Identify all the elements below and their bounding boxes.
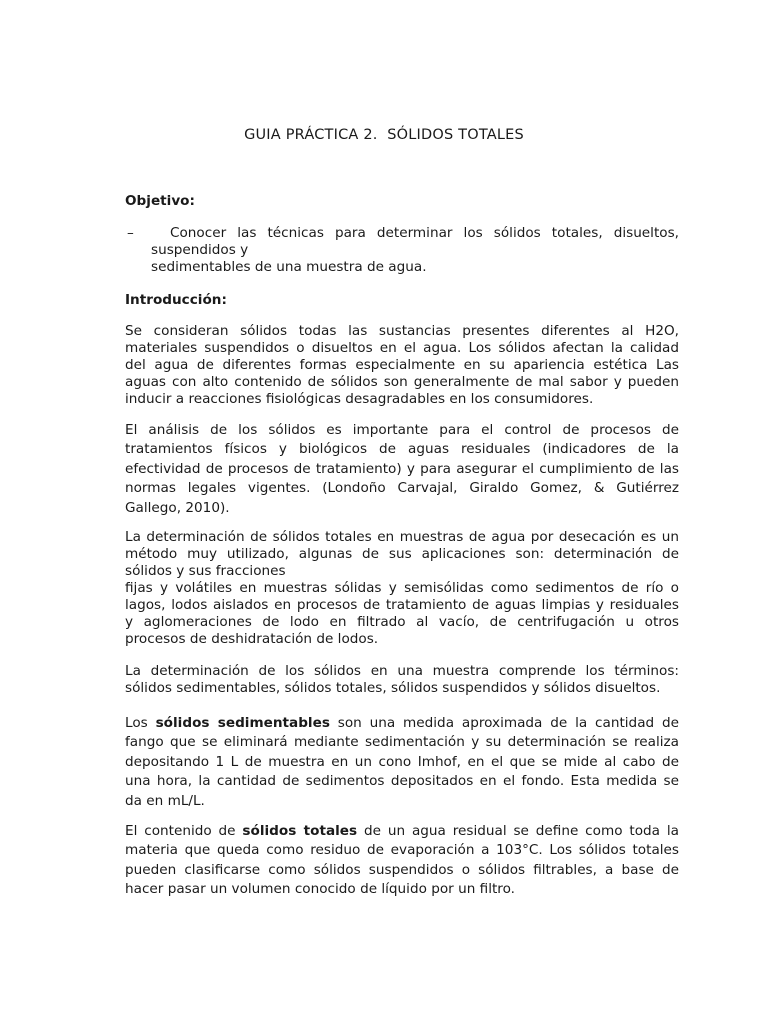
p4-line: La determinación de los sólidos en una muestra comprende los términos: <box>125 663 679 679</box>
p6-line1-rest: de un agua residual se define como toda la <box>363 823 679 839</box>
paragraph-1 <box>125 323 679 408</box>
p5-line: fango que se eliminará mediante sedimentación y su determinación se realiza <box>125 734 679 751</box>
p2-line: El análisis de los sólidos es importante para el control de procesos de <box>125 422 679 438</box>
p5-line: da en mL/L. <box>125 792 205 809</box>
objetivo-line-1: Conocer las técnicas para determinar los sólidos totales, disueltos, <box>170 225 679 241</box>
title-part-a: GUIA PRÁCTICA 2. <box>244 127 378 143</box>
p5-line: depositando 1 L de muestra en un cono Imhof, en el que se mide al cabo de <box>125 753 679 770</box>
p6-line <box>125 822 679 841</box>
p3-line: lagos, lodos aislados en procesos de tratamiento de aguas limpias y residuales <box>125 597 679 613</box>
p3-line: sólidos y sus fracciones <box>125 563 286 579</box>
p4-line: sólidos sedimentables, sólidos totales, sólidos suspendidos y sólidos disueltos. <box>125 680 661 696</box>
p1-line: aguas con alto contenido de sólidos son generalmente de mal sabor y pueden <box>125 374 679 390</box>
p3-line: método muy utilizado, algunas de sus aplicaciones son: determinación de <box>125 546 679 562</box>
p6-start: El contenido de <box>125 823 236 839</box>
introduccion-heading: Introducción: <box>125 292 227 308</box>
p1-line: materiales suspendidos o disueltos en el agua. Los sólidos afectan la calidad <box>125 340 679 356</box>
p3-line: y aglomeraciones de lodo en filtrado al vacío, de centrifugación u otros <box>125 614 679 630</box>
title-part-b: SÓLIDOS TOTALES <box>387 127 524 143</box>
objetivo-line-3: sedimentables de una muestra de agua. <box>151 259 427 275</box>
p5-bold-term: sólidos sedimentables <box>155 715 330 731</box>
p2-line: normas legales vigentes. (Londoño Carvajal, Giraldo Gomez, & Gutiérrez <box>125 480 679 497</box>
objetivo-bullet-item <box>125 225 679 276</box>
p3-line: fijas y volátiles en muestras sólidas y semisólidas como sedimentos de río o <box>125 580 679 596</box>
p6-line: materia que queda como residuo de evaporación a 103°C. Los sólidos totales <box>125 842 679 859</box>
p1-line: del agua de diferentes formas especialmente en su apariencia estética Las <box>125 357 679 373</box>
document-title <box>0 127 768 143</box>
p2-line: efectividad de procesos de tratamiento) y para asegurar el cumplimiento de las <box>125 460 679 477</box>
paragraph-3 <box>125 529 679 648</box>
p3-line: La determinación de sólidos totales en muestras de agua por desecación es un <box>125 529 679 545</box>
p5-start: Los <box>125 715 148 731</box>
p2-line: tratamientos físicos y biológicos de aguas residuales (indicadores de la <box>125 441 679 458</box>
p5-line1-rest: son una medida aproximada de la cantidad de <box>337 715 679 731</box>
p1-line: inducir a reacciones fisiológicas desagradables en los consumidores. <box>125 391 594 407</box>
p5-line <box>125 714 679 733</box>
p5-line: una hora, la cantidad de sedimentos depositados en el fondo. Esta medida se <box>125 773 679 790</box>
p1-line: Se consideran sólidos todas las sustancias presentes diferentes al H2O, <box>125 323 679 339</box>
objetivo-heading: Objetivo: <box>125 193 195 209</box>
p6-bold-term: sólidos totales <box>242 823 358 839</box>
p6-line: hacer pasar un volumen conocido de líquido por un filtro. <box>125 881 515 898</box>
p6-line: pueden clasificarse como sólidos suspendidos o sólidos filtrables, a base de <box>125 861 679 878</box>
objetivo-line-2: suspendidos y <box>151 242 249 258</box>
paragraph-5 <box>125 714 679 811</box>
paragraph-6 <box>125 822 679 900</box>
paragraph-4 <box>125 663 679 697</box>
p2-line: Gallego, 2010). <box>125 499 230 516</box>
paragraph-2 <box>125 421 679 518</box>
p3-line: procesos de deshidratación de lodos. <box>125 631 379 647</box>
bullet-dash: – <box>127 225 134 241</box>
